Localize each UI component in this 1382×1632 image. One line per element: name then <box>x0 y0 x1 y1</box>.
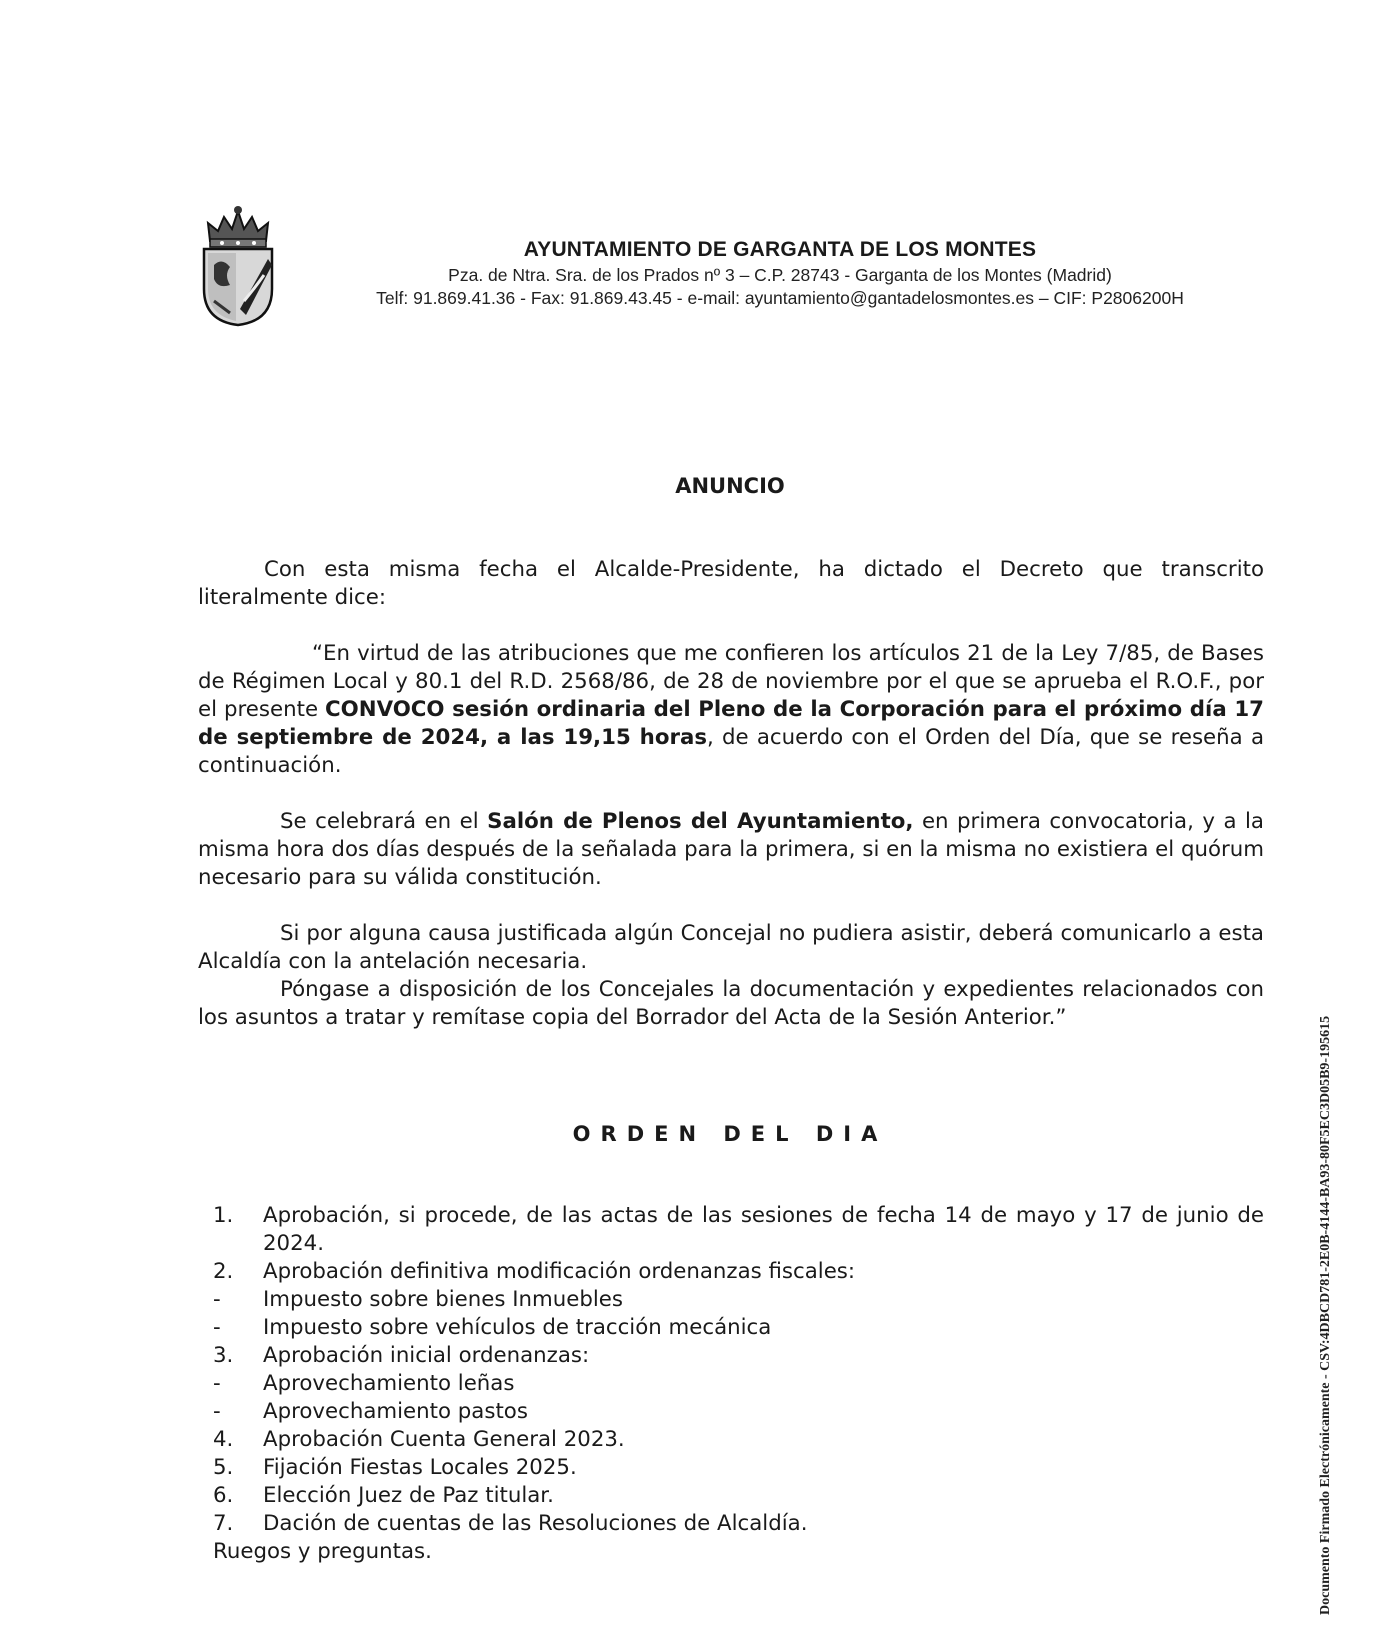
decree-paragraph-3: Si por alguna causa justificada algún Concejal no pudiera asistir, deberá comunicarlo a esta Alcaldía con la antelación necesaria. <box>198 921 1264 974</box>
decree-paragraph-4: Póngase a disposición de los Concejales la documentación y expedientes relacionados con los asuntos a tratar y remítase copia del Borrador del Acta de la Sesión Anterior.” <box>198 977 1264 1030</box>
decree-paragraph-2 <box>198 808 1264 892</box>
agenda-item-marker: 3. <box>213 1343 234 1368</box>
agenda-item-text: Impuesto sobre vehículos de tracción mecánica <box>263 1315 772 1340</box>
agenda-item-text: Aprobación Cuenta General 2023. <box>263 1427 625 1452</box>
decree-text-a: “En virtud de las atribuciones que me confieren los artículos 21 de la Ley 7/85, de Bases de Régimen Local y 80.1 del R.D. 2568/86, de 28 de noviembre por el que se aprueba el R.O.F., por el presente <box>198 641 1264 722</box>
agenda-item-marker: 6. <box>213 1483 234 1508</box>
agenda-item <box>213 1454 1264 1482</box>
electronic-signature-note: Documento Firmado Electrónicamente - CSV:4DBCD781-2E0B-4144-BA93-80F5EC3D05B9-195615 <box>1318 1015 1333 1615</box>
agenda-item-marker: 2. <box>213 1259 234 1284</box>
agenda-item-marker: - <box>213 1287 221 1312</box>
agenda-item <box>213 1370 1264 1398</box>
agenda-item-marker: - <box>213 1399 221 1424</box>
agenda-item <box>213 1398 1264 1426</box>
agenda-item-text: Dación de cuentas de las Resoluciones de Alcaldía. <box>263 1511 808 1536</box>
agenda-item-text: Aprovechamiento pastos <box>263 1399 528 1424</box>
agenda-item <box>213 1258 1264 1286</box>
agenda-item-marker: - <box>213 1315 221 1340</box>
agenda-item-text: Elección Juez de Paz titular. <box>263 1483 554 1508</box>
intro-paragraph: Con esta misma fecha el Alcalde-Presidente, ha dictado el Decreto que transcrito literalmente dice: <box>198 557 1264 610</box>
agenda-item-marker: 5. <box>213 1455 234 1480</box>
decree-paragraph-1 <box>198 640 1264 780</box>
agenda-item-text: Aprobación inicial ordenanzas: <box>263 1343 590 1368</box>
venue-highlight: Salón de Plenos del Ayuntamiento, <box>487 809 914 834</box>
agenda-item-marker: 1. <box>213 1203 234 1228</box>
venue-text-b: en primera convocatoria, y a la misma hora dos días después de la señalada para la primera, si en la misma no existiera el quórum necesario para su válida constitución. <box>198 809 1264 890</box>
agenda-closing: Ruegos y preguntas. <box>213 1539 432 1564</box>
agenda-list <box>213 1202 1264 1566</box>
agenda-item-marker: - <box>213 1371 221 1396</box>
agenda-item <box>213 1426 1264 1454</box>
convocation-highlight: CONVOCO sesión ordinaria del Pleno de la Corporación para el próximo día 17 de septiembre de 2024, a las 19,15 horas <box>198 697 1264 750</box>
agenda-item <box>213 1342 1264 1370</box>
agenda-item-text: Aprobación, si procede, de las actas de las sesiones de fecha 14 de mayo y 17 de junio de 2024. <box>263 1203 1264 1256</box>
decree-text-b: , de acuerdo con el Orden del Día, que se reseña a continuación. <box>198 725 1264 778</box>
venue-text-a: Se celebrará en el <box>280 809 488 834</box>
letterhead <box>290 236 1270 310</box>
agenda-heading: ORDEN DEL DIA <box>572 1122 888 1146</box>
agenda-item-text: Aprobación definitiva modificación ordenanzas fiscales: <box>263 1259 856 1284</box>
announcement-body <box>198 556 1264 1032</box>
agenda-item <box>213 1286 1264 1314</box>
agenda-item-marker: 7. <box>213 1511 234 1536</box>
address-line: Pza. de Ntra. Sra. de los Prados nº 3 – C.P. 28743 - Garganta de los Montes (Madrid) <box>448 265 1112 285</box>
agenda-item <box>213 1510 1264 1538</box>
agenda-item <box>213 1202 1264 1258</box>
contact-line: Telf: 91.869.41.36 - Fax: 91.869.43.45 - e-mail: ayuntamiento@gantadelosmontes.es – CIF: P2806200H <box>376 288 1184 308</box>
coat-of-arms-icon <box>200 205 276 327</box>
municipality-title: AYUNTAMIENTO DE GARGANTA DE LOS MONTES <box>523 238 1037 261</box>
agenda-item-marker: 4. <box>213 1427 234 1452</box>
announcement-heading: ANUNCIO <box>675 474 785 498</box>
agenda-item <box>213 1482 1264 1510</box>
agenda-item-text: Fijación Fiestas Locales 2025. <box>263 1455 577 1480</box>
agenda-item-text: Aprovechamiento leñas <box>263 1371 515 1396</box>
agenda-item-text: Impuesto sobre bienes Inmuebles <box>263 1287 623 1312</box>
agenda-item <box>213 1314 1264 1342</box>
